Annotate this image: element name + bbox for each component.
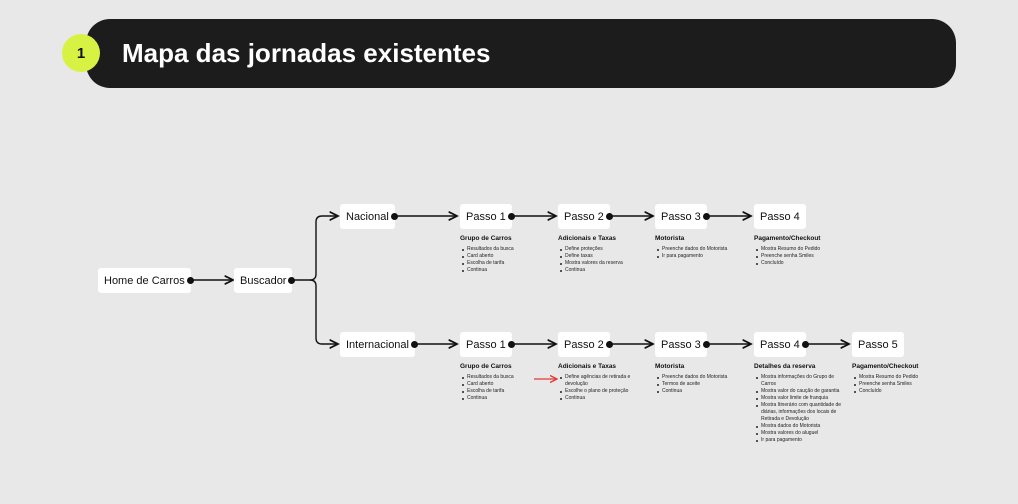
step-title: Motorista (655, 235, 685, 242)
connector-dot (802, 341, 809, 348)
node-label: Passo 2 (564, 210, 604, 223)
node-internacional-passo-1 (460, 332, 512, 357)
step-item: Continua (558, 395, 638, 402)
desc-nacional-passo-4 (754, 235, 846, 267)
node-nacional-passo-1 (460, 204, 512, 229)
step-item: Mostra informações do Grupo de Carros (754, 374, 842, 388)
step-title: Adicionais e Taxas (558, 235, 617, 242)
desc-nacional-passo-1 (460, 235, 552, 274)
step-item: Escolha de tarifa (460, 260, 552, 267)
node-label: Passo 1 (466, 338, 506, 351)
step-item: Mostra Resumo do Pedido (852, 374, 944, 381)
connector-dot (606, 213, 613, 220)
step-item: Card aberto (460, 253, 552, 260)
step-title: Motorista (655, 363, 685, 370)
step-item: Ir para pagamento (655, 253, 747, 260)
connector-buscador-nacional (290, 216, 338, 280)
step-item: Mostra valor limite de franquia (754, 395, 842, 402)
step-item: Ir para pagamento (754, 437, 842, 444)
node-label: Passo 1 (466, 210, 506, 223)
node-label: Passo 3 (661, 210, 701, 223)
node-nacional-passo-3 (655, 204, 707, 229)
step-item: Mostra dados do Motorista (754, 423, 842, 430)
step-title: Grupo de Carros (460, 363, 512, 370)
node-internacional-passo-5 (852, 332, 904, 357)
step-item: Preenche dados do Motorista (655, 246, 747, 253)
connector-dot (606, 341, 613, 348)
step-item: Termos de aceite (655, 381, 747, 388)
node-label: Internacional (346, 338, 409, 351)
node-label: Passo 4 (760, 338, 800, 351)
step-item: Escolha de tarifa (460, 388, 552, 395)
node-nacional-passo-4 (754, 204, 806, 229)
step-title: Adicionais e Taxas (558, 363, 617, 370)
node-label: Buscador (240, 274, 287, 287)
step-item: Continua (558, 267, 650, 274)
node-home-de-carros (98, 268, 191, 293)
step-item: Continua (460, 267, 552, 274)
connector-buscador-internacional (310, 280, 338, 344)
node-internacional-passo-3 (655, 332, 707, 357)
connector-dot (391, 213, 398, 220)
node-internacional-passo-4 (754, 332, 806, 357)
node-label: Passo 2 (564, 338, 604, 351)
node-label: Home de Carros (104, 274, 185, 287)
step-item: Concluído (754, 260, 846, 267)
step-item: Mostra valores da reserva (558, 260, 650, 267)
connector-dot (187, 277, 194, 284)
step-item: Define agências de retirada e devolução (558, 374, 638, 388)
connector-dot (508, 341, 515, 348)
step-item: Mostra Resumo do Pedido (754, 246, 846, 253)
step-item: Card aberto (460, 381, 552, 388)
step-item: Resultados da busca (460, 374, 552, 381)
step-title: Grupo de Carros (460, 235, 512, 242)
connector-dot (703, 213, 710, 220)
desc-nacional-passo-2 (558, 235, 650, 274)
connector-dot (703, 341, 710, 348)
desc-internacional-passo-2 (558, 363, 638, 402)
step-item: Preenche senha Smiles (852, 381, 944, 388)
node-internacional (340, 332, 415, 357)
step-item: Preenche senha Smiles (754, 253, 846, 260)
step-item: Continua (460, 395, 552, 402)
connector-dot (411, 341, 418, 348)
step-item: Mostra Itinerário com quantidade de diárias, informações dos locais de Retirada e Devolução (754, 402, 842, 423)
step-item: Continua (655, 388, 747, 395)
desc-internacional-passo-5 (852, 363, 944, 395)
step-item: Define taxas (558, 253, 650, 260)
desc-nacional-passo-3 (655, 235, 747, 260)
node-nacional (340, 204, 395, 229)
step-title: Pagamento/Checkout (754, 235, 821, 242)
step-item: Preenche dados do Motorista (655, 374, 747, 381)
step-item: Concluído (852, 388, 944, 395)
node-label: Nacional (346, 210, 389, 223)
step-item: Escolhe o plano de proteção (558, 388, 638, 395)
page-title: Mapa das jornadas existentes (122, 38, 491, 68)
node-internacional-passo-2 (558, 332, 610, 357)
step-title: Pagamento/Checkout (852, 363, 919, 370)
node-buscador (234, 268, 292, 293)
node-label: Passo 3 (661, 338, 701, 351)
node-label: Passo 5 (858, 338, 898, 351)
node-nacional-passo-2 (558, 204, 610, 229)
step-item: Mostra valor do caução de garantia (754, 388, 842, 395)
step-item: Mostra valores do aluguel (754, 430, 842, 437)
desc-internacional-passo-3 (655, 363, 747, 395)
step-item: Resultados da busca (460, 246, 552, 253)
step-title: Detalhes da reserva (754, 363, 816, 370)
step-number-badge: 1 (62, 34, 100, 72)
desc-internacional-passo-1 (460, 363, 552, 402)
desc-internacional-passo-4 (754, 363, 842, 444)
connector-dot (508, 213, 515, 220)
step-item: Define proteções (558, 246, 650, 253)
node-label: Passo 4 (760, 210, 800, 223)
